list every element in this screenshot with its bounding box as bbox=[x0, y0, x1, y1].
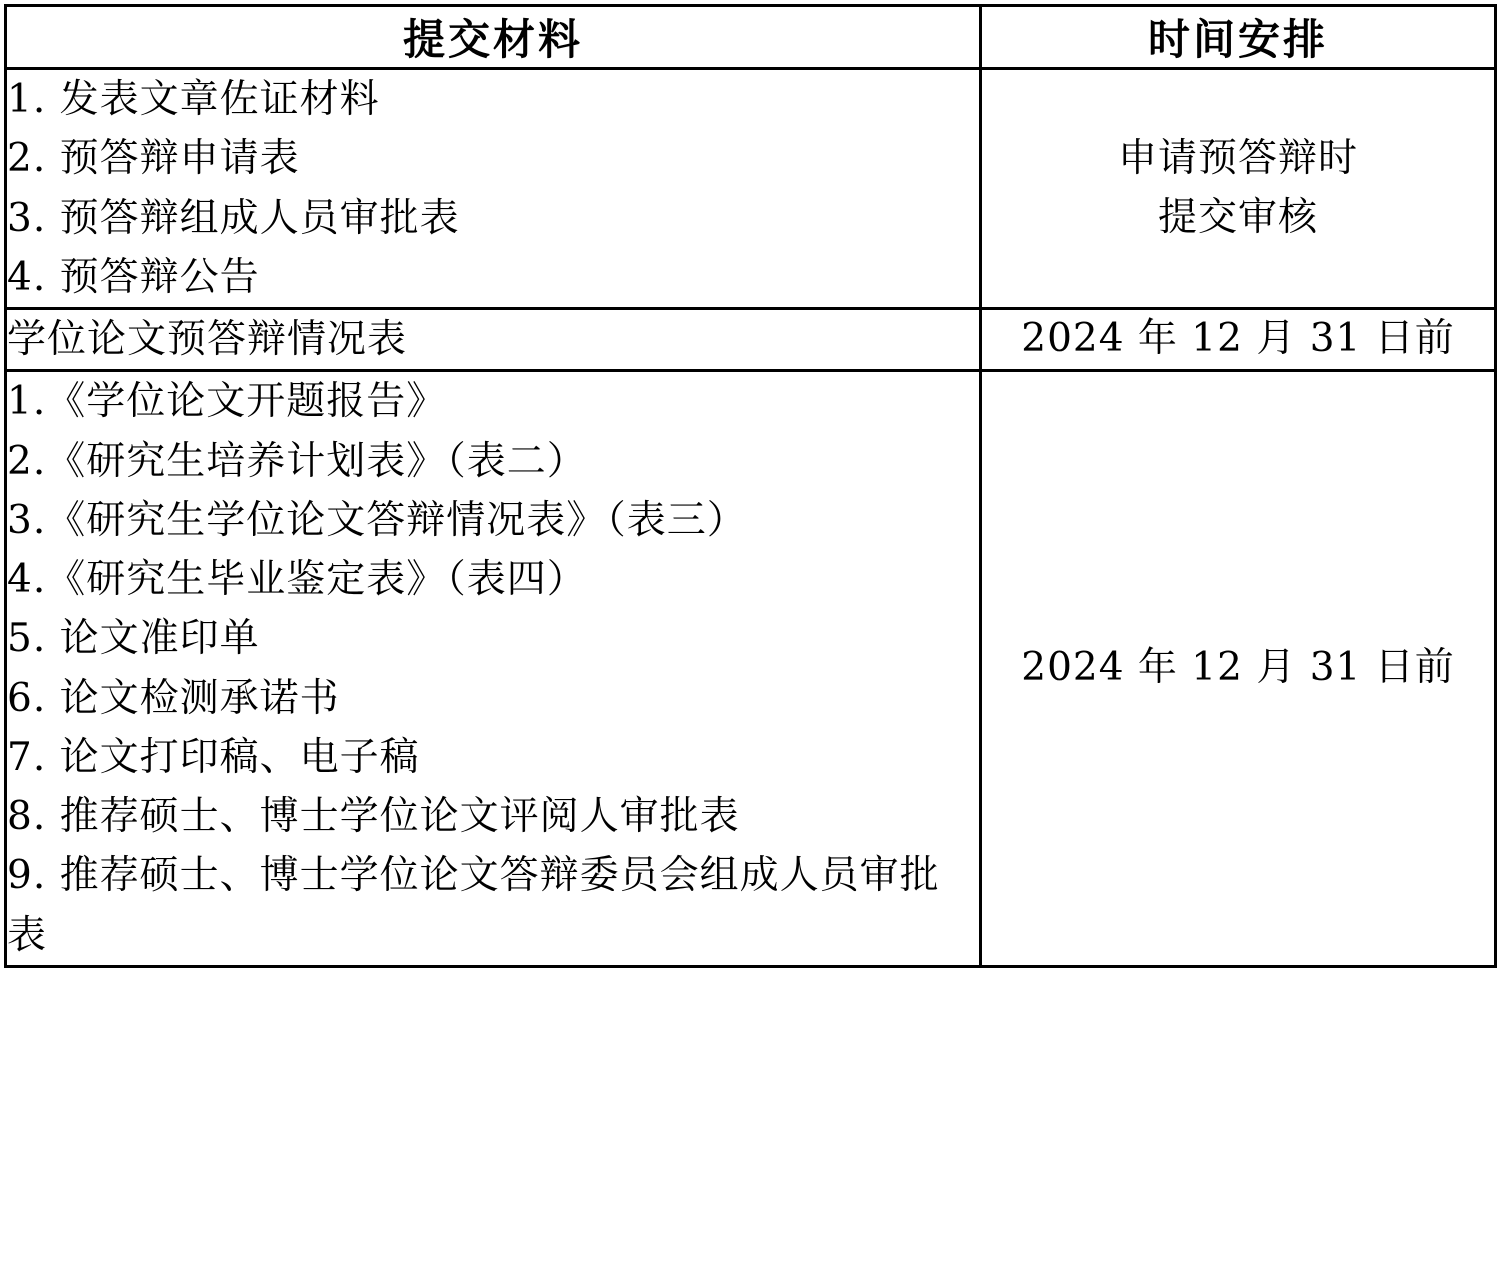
list-item: 7. 论文打印稿、电子稿 bbox=[7, 734, 420, 780]
list-item: 3. 预答辩组成人员审批表 bbox=[7, 195, 460, 241]
table-header-row bbox=[6, 6, 1496, 69]
list-item: 8. 推荐硕士、博士学位论文评阅人审批表 bbox=[7, 794, 740, 840]
column-header-material: 提交材料 bbox=[6, 6, 981, 69]
material-list-cell bbox=[6, 69, 981, 309]
list-item: 2. 预答辩申请表 bbox=[7, 136, 300, 182]
time-line: 2024 年 12 月 31 日前 bbox=[1021, 316, 1455, 362]
material-list-cell bbox=[6, 371, 981, 967]
table-row bbox=[6, 371, 1496, 967]
list-item: 1.《学位论文开题报告》 bbox=[7, 379, 447, 425]
time-cell bbox=[981, 309, 1496, 371]
submission-schedule-table bbox=[4, 4, 1497, 968]
list-item: 6. 论文检测承诺书 bbox=[7, 675, 340, 721]
time-line: 提交审核 bbox=[1157, 194, 1318, 240]
document-page bbox=[0, 4, 1502, 1268]
list-item: 2.《研究生培养计划表》（表二） bbox=[7, 438, 587, 484]
list-item: 4. 预答辩公告 bbox=[7, 254, 260, 300]
list-item: 1. 发表文章佐证材料 bbox=[7, 77, 380, 122]
list-item: 4.《研究生毕业鉴定表》（表四） bbox=[7, 557, 587, 603]
time-line: 2024 年 12 月 31 日前 bbox=[1021, 645, 1455, 691]
material-list-cell bbox=[6, 309, 981, 371]
table-row bbox=[6, 69, 1496, 309]
time-line: 申请预答辩时 bbox=[1117, 136, 1358, 182]
list-item: 5. 论文准印单 bbox=[7, 616, 260, 662]
time-cell bbox=[981, 69, 1496, 309]
list-item: 学位论文预答辩情况表 bbox=[7, 317, 408, 363]
list-item: 3.《研究生学位论文答辩情况表》（表三） bbox=[7, 497, 747, 543]
list-item: 9. 推荐硕士、博士学位论文答辩委员会组成人员审批表 bbox=[7, 853, 940, 958]
table-row bbox=[6, 309, 1496, 371]
time-cell bbox=[981, 371, 1496, 967]
column-header-time: 时间安排 bbox=[981, 6, 1496, 69]
